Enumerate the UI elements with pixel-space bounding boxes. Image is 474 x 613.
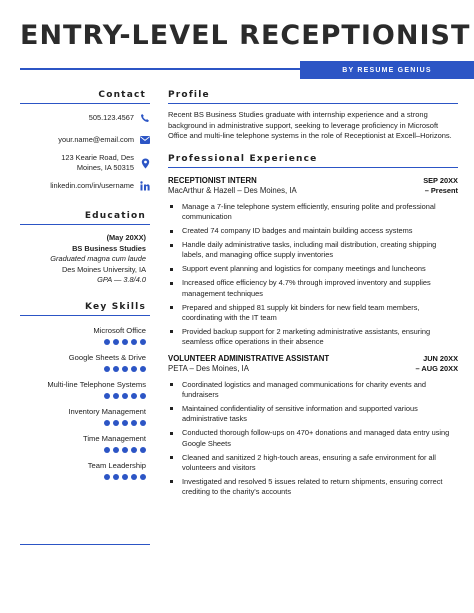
contact-phone bbox=[20, 113, 150, 123]
education-gpa: GPA — 3.8/4.0 bbox=[97, 275, 146, 284]
resume-title: ENTRY-LEVEL RECEPTIONIST bbox=[20, 20, 471, 51]
contact-divider bbox=[20, 103, 150, 104]
job-end-date: – AUG 20XX bbox=[415, 363, 458, 373]
job-bullet: Cleaned and sanitized 2 high-touch areas, ensuring a safe environment for all volunteers and visitors bbox=[168, 453, 458, 474]
address-line-1: 123 Kearie Road, Des bbox=[61, 153, 134, 162]
rating-dot bbox=[113, 420, 119, 426]
job-entry bbox=[168, 354, 458, 498]
skill-item bbox=[20, 407, 150, 426]
rating-dot bbox=[131, 420, 137, 426]
rating-dot bbox=[104, 474, 110, 480]
profile-summary: Recent BS Business Studies graduate with internship experience and a strong background in administrative support, seeking to leverage proficiency in Microsoft Office and multi-line telephone systems in the role of Receptionist at Excell–Horizons. bbox=[168, 110, 452, 141]
rating-dot bbox=[140, 420, 146, 426]
rating-dot bbox=[122, 420, 128, 426]
education-divider bbox=[20, 224, 150, 225]
experience-heading: Professional Experience bbox=[168, 153, 318, 164]
job-bullet: Investigated and resolved 5 issues related to return shipments, ensuring correct crediting to the charity's accounts bbox=[168, 477, 458, 498]
rating-dot bbox=[131, 447, 137, 453]
job-company: PETA – Des Moines, IA bbox=[168, 363, 249, 373]
skill-rating bbox=[20, 339, 146, 345]
education-honors: Graduated magna cum laude bbox=[50, 254, 146, 263]
rating-dot bbox=[113, 339, 119, 345]
job-heading bbox=[168, 354, 329, 373]
sidebar bbox=[20, 90, 150, 480]
skills-list bbox=[20, 326, 150, 480]
skill-name: Time Management bbox=[82, 433, 146, 443]
experience-divider bbox=[168, 167, 458, 168]
job-title: RECEPTIONIST INTERN bbox=[168, 175, 257, 185]
rating-dot bbox=[140, 339, 146, 345]
education-entry bbox=[20, 233, 150, 286]
skill-rating bbox=[20, 420, 146, 426]
rating-dot bbox=[140, 366, 146, 372]
skill-name: Microsoft Office bbox=[93, 325, 146, 335]
email-text[interactable]: your.name@email.com bbox=[58, 135, 134, 144]
skill-item bbox=[20, 461, 150, 480]
skill-item bbox=[20, 380, 150, 399]
location-pin-icon bbox=[140, 158, 150, 168]
job-bullet: Prepared and shipped 81 supply kit binders for new field team members, coordinating with the IT team bbox=[168, 303, 458, 324]
contact-address bbox=[20, 153, 150, 173]
rating-dot bbox=[104, 393, 110, 399]
byline-banner: BY RESUME GENIUS bbox=[300, 61, 474, 79]
skill-item bbox=[20, 326, 150, 345]
skill-rating bbox=[20, 366, 146, 372]
skill-item bbox=[20, 353, 150, 372]
skill-name: Multi-line Telephone Systems bbox=[47, 379, 146, 389]
title-divider bbox=[20, 68, 300, 70]
rating-dot bbox=[104, 447, 110, 453]
rating-dot bbox=[113, 474, 119, 480]
phone-icon bbox=[140, 113, 150, 123]
job-start-date: JUN 20XX bbox=[423, 353, 458, 363]
rating-dot bbox=[122, 339, 128, 345]
job-title: VOLUNTEER ADMINISTRATIVE ASSISTANT bbox=[168, 353, 330, 363]
skill-rating bbox=[20, 474, 146, 480]
education-school: Des Moines University, IA bbox=[61, 264, 146, 274]
job-bullet: Provided backup support for 2 marketing administrative assistants, ensuring seamless office operations in their absence bbox=[168, 327, 458, 348]
job-bullets bbox=[168, 380, 458, 498]
skill-rating bbox=[20, 447, 146, 453]
job-heading bbox=[168, 176, 297, 195]
rating-dot bbox=[131, 474, 137, 480]
education-date: (May 20XX) bbox=[106, 233, 146, 242]
skill-rating bbox=[20, 393, 146, 399]
job-dates bbox=[423, 176, 458, 196]
job-bullet: Support event planning and logistics for company meetings and luncheons bbox=[168, 264, 458, 274]
rating-dot bbox=[113, 447, 119, 453]
job-header bbox=[168, 354, 458, 374]
rating-dot bbox=[140, 474, 146, 480]
rating-dot bbox=[131, 393, 137, 399]
rating-dot bbox=[122, 366, 128, 372]
rating-dot bbox=[113, 393, 119, 399]
main-content bbox=[168, 90, 458, 501]
job-bullet: Manage a 7-line telephone system efficiently, ensuring polite and professional communication bbox=[168, 202, 458, 223]
skill-name: Team Leadership bbox=[87, 460, 146, 470]
job-bullet: Conducted thorough follow-ups on 470+ donations and managed data entry using Google Sheets bbox=[168, 428, 458, 449]
education-heading: Education bbox=[84, 211, 146, 221]
rating-dot bbox=[104, 420, 110, 426]
sidebar-bottom-divider bbox=[20, 544, 150, 545]
profile-divider bbox=[168, 103, 458, 104]
skills-heading: Key Skills bbox=[85, 301, 146, 312]
rating-dot bbox=[122, 474, 128, 480]
job-bullet: Handle daily administrative tasks, including mail distribution, creating shipping labels, and managing office supply inventories bbox=[168, 240, 458, 261]
job-bullets bbox=[168, 202, 458, 348]
rating-dot bbox=[122, 393, 128, 399]
education-degree: BS Business Studies bbox=[72, 243, 146, 253]
contact-email bbox=[20, 135, 150, 145]
skill-name: Inventory Management bbox=[68, 406, 146, 416]
job-bullet: Maintained confidentiality of sensitive information and supported various administrative tasks bbox=[168, 404, 458, 425]
job-end-date: – Present bbox=[424, 185, 458, 195]
address-text bbox=[61, 153, 134, 173]
rating-dot bbox=[104, 366, 110, 372]
phone-text: 505.123.4567 bbox=[88, 113, 134, 122]
job-start-date: SEP 20XX bbox=[423, 175, 458, 185]
jobs-list bbox=[168, 176, 458, 498]
skills-divider bbox=[20, 315, 150, 316]
job-company: MacArthur & Hazell – Des Moines, IA bbox=[168, 185, 297, 195]
job-dates bbox=[416, 354, 458, 374]
job-bullet: Increased office efficiency by 4.7% through improved inventory and supplies management techniques bbox=[168, 278, 458, 299]
job-entry bbox=[168, 176, 458, 348]
envelope-icon bbox=[140, 135, 150, 145]
linkedin-icon bbox=[140, 181, 150, 191]
rating-dot bbox=[131, 339, 137, 345]
linkedin-text[interactable]: linkedin.com/in/username bbox=[50, 181, 134, 190]
rating-dot bbox=[131, 366, 137, 372]
address-line-2: Moines, IA 50315 bbox=[76, 163, 134, 172]
job-header bbox=[168, 176, 458, 196]
skill-item bbox=[20, 434, 150, 453]
rating-dot bbox=[122, 447, 128, 453]
job-bullet: Coordinated logistics and managed communications for charity events and fundraisers bbox=[168, 380, 458, 401]
job-bullet: Created 74 company ID badges and maintain building access systems bbox=[168, 226, 458, 236]
rating-dot bbox=[140, 447, 146, 453]
contact-linkedin bbox=[20, 181, 150, 191]
skill-name: Google Sheets & Drive bbox=[68, 352, 146, 362]
rating-dot bbox=[113, 366, 119, 372]
rating-dot bbox=[140, 393, 146, 399]
profile-heading: Profile bbox=[168, 90, 210, 100]
contact-heading: Contact bbox=[98, 90, 146, 100]
rating-dot bbox=[104, 339, 110, 345]
